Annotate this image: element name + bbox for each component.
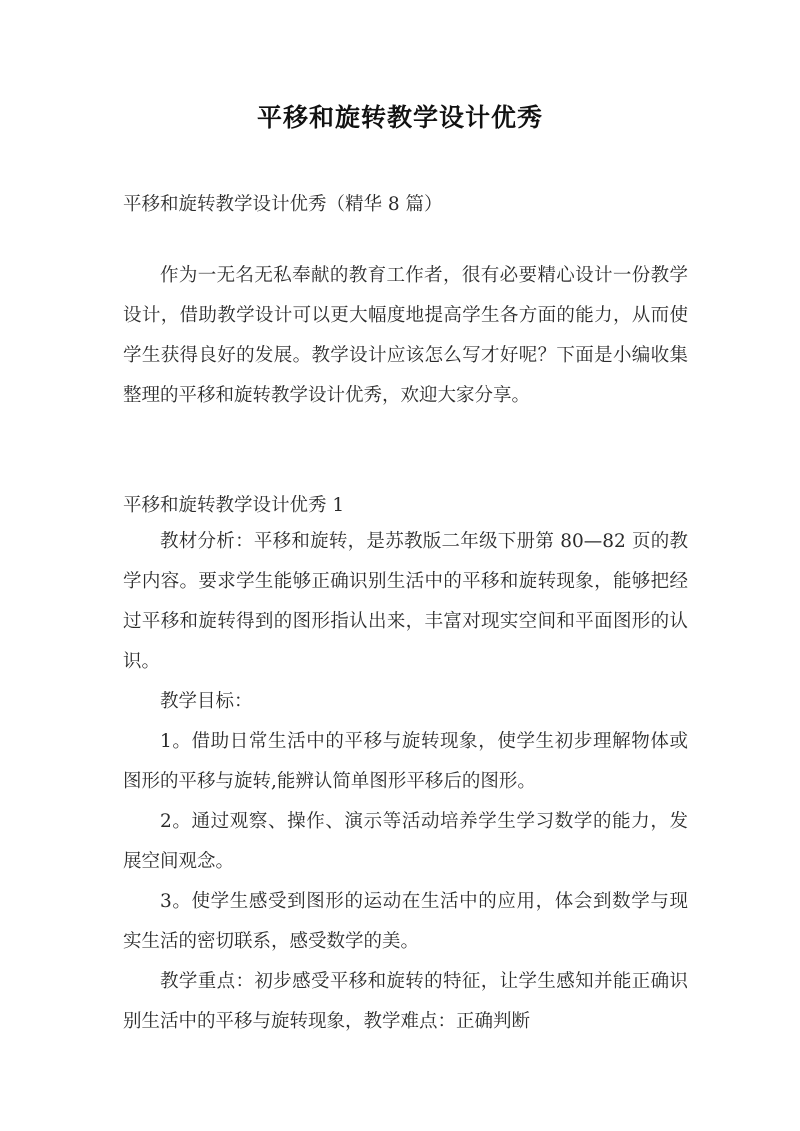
key-points-paragraph: 教学重点：初步感受平移和旋转的特征，让学生感知并能正确识别生活中的平移与旋转现象，教学难点：正确判断	[123, 971, 688, 1032]
goal-item-1: 1。借助日常生活中的平移与旋转现象，使学生初步理解物体或图形的平移与旋转,能辨认简单图形平移后的图形。	[123, 731, 688, 792]
section-heading: 平移和旋转教学设计优秀 1	[123, 495, 345, 516]
document-subtitle: 平移和旋转教学设计优秀（精华 8 篇）	[123, 194, 443, 215]
section-body	[123, 522, 688, 1042]
intro-paragraph: 作为一无名无私奉献的教育工作者，很有必要精心设计一份教学设计，借助教学设计可以更大幅度地提高学生各方面的能力，从而使学生获得良好的发展。教学设计应该怎么写才好呢？下面是小编收集整理的平移和旋转教学设计优秀，欢迎大家分享。	[123, 265, 688, 406]
goal-item-3: 3。使学生感受到图形的运动在生活中的应用，体会到数学与现实生活的密切联系，感受数学的美。	[123, 891, 688, 952]
teaching-goals-heading: 教学目标：	[160, 691, 253, 712]
document-title: 平移和旋转教学设计优秀	[256, 103, 543, 132]
textbook-analysis-paragraph: 教材分析：平移和旋转，是苏教版二年级下册第 80—82 页的教学内容。要求学生能够正确识别生活中的平移和旋转现象，能够把经过平移和旋转得到的图形指认出来，丰富对现实空间和平面图形的认识。	[123, 531, 688, 672]
goal-item-2: 2。通过观察、操作、演示等活动培养学生学习数学的能力，发展空间观念。	[123, 811, 688, 872]
